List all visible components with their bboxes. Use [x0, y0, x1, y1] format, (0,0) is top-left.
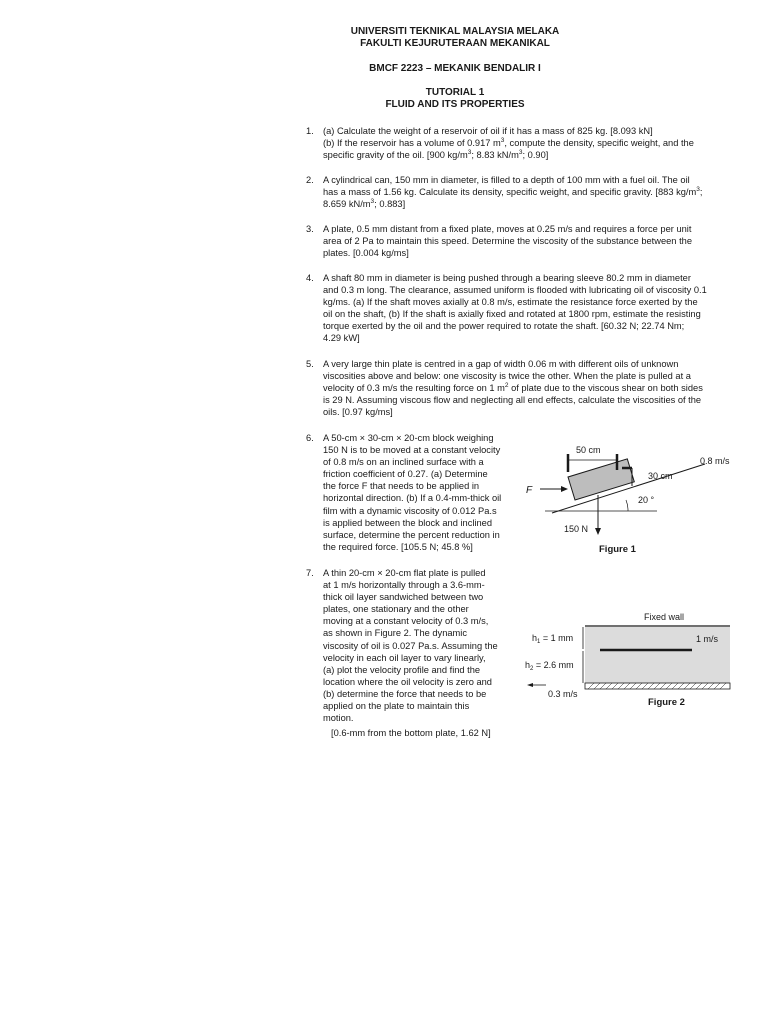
question-number: 3. [306, 224, 314, 234]
bottom-velocity-label: 0.3 m/s [548, 689, 578, 699]
question-number: 6. [306, 433, 314, 443]
question-number: 4. [306, 273, 314, 283]
course-code: BMCF 2223 – MEKANIK BENDALIR I [369, 63, 541, 74]
dimension-length-label: 50 cm [576, 445, 601, 455]
university-name: UNIVERSITI TEKNIKAL MALAYSIA MELAKA [350, 26, 560, 37]
question-4: A shaft 80 mm in diameter is being pushed through a bearing sleeve 80.2 mm in diameter and 0.3 m long. The clearance, assumed uniform is flooded with lubricating oil of viscosity 0.1 kg/ms. (a) If the shaft moves axially at 0.8 m/s, estimate the resistance force exerted by the oil on the shaft, (b) If the shaft is axially fixed and rotated at 1800 rpm, estimate the resisting torque exerted by the oil and the power required to rotate the shaft. [60.32 N; 22.74 Nm; 4.29 kW] [323, 273, 707, 344]
question-number: 1. [306, 126, 314, 136]
tutorial-title: TUTORIAL 1 [425, 87, 485, 98]
h1-label: $h_1 = 1$ mm [532, 633, 574, 645]
figure-1-diagram [520, 440, 750, 560]
block [568, 459, 634, 500]
question-1-part-b: (b) If the reservoir has a volume of 0.917 $m^3$, compute the density, specific weight, and the [323, 137, 694, 149]
question-5: A very large thin plate is centred in a gap of width 0.06 m with different oils of unknown viscosities above and below: one viscosity is twice the other. When the plate is pulled at a velocity of 0.3 m/s the resulting force on 1 $m^2$ of plate due to the viscous shear on both sides is 29 N. Assuming viscous flow and neglecting all end effects, calculate the viscosities of the oils. [0.97 kg/ms] [323, 359, 703, 418]
faculty-name: FAKULTI KEJURUTERAAN MEKANIKAL [360, 38, 550, 49]
velocity-label: 0.8 m/s [700, 456, 730, 466]
figure-2-diagram [520, 608, 750, 713]
tutorial-subject: FLUID AND ITS PROPERTIES [385, 99, 525, 110]
angle-label: 20 ° [638, 495, 655, 505]
question-3: A plate, 0.5 mm distant from a fixed plate, moves at 0.25 m/s and requires a force per unit area of 2 Pa to maintain this speed. Determine the viscosity of the substance between the plates. [0.004 kg/ms] [323, 224, 692, 259]
question-1 [323, 125, 739, 161]
figure-1-caption: Figure 1 [599, 544, 636, 555]
question-number: 7. [306, 568, 314, 578]
force-label: F [526, 485, 533, 496]
bottom-velocity-arrowhead [527, 683, 533, 687]
weight-label: 150 N [564, 524, 589, 534]
fixed-wall-label: Fixed wall [644, 612, 685, 622]
question-7: A thin 20-cm × 20-cm flat plate is pulled at 1 m/s horizontally through a 3.6-mm- thick oil layer sandwiched between two plates, one stationary and the other moving at a constant velocity of 0.3 m/s, as shown in Figure 2. The dynamic viscosity of oil is 0.027 Pa.s. Assuming the velocity in each oil layer to vary linearly, (a) plot the velocity profile and find the location where the oil velocity is zero and (b) determine the force that needs to be applied on the plate to maintain this motion. [323, 568, 498, 724]
question-1-part-a: (a) Calculate the weight of a reservoir of oil if it has a mass of 825 kg. [8.093 kN] [323, 126, 653, 136]
question-7-answer: [0.6-mm from the bottom plate, 1.62 N] [331, 728, 491, 738]
question-1-answer: specific gravity of the oil. [900 $kg/m^3$; 8.83 $kN/m^3$; 0.90] [323, 149, 549, 161]
plate-velocity-label: 1 m/s [696, 634, 719, 644]
figure-2-caption: Figure 2 [648, 697, 685, 708]
angle-arc [626, 500, 628, 511]
question-number: 2. [306, 175, 314, 185]
dimension-height-label: 30 cm [648, 471, 673, 481]
question-6: A 50-cm × 30-cm × 20-cm block weighing 150 N is to be moved at a constant velocity of 0.8 m/s on an inclined surface with a friction coefficient of 0.27. (a) Determine the force F that needs to be applied in horizontal direction. (b) If a 0.4-mm-thick oil film with a dynamic viscosity of 0.012 Pa.s is applied between the block and inclined surface, determine the percent reduction in the required force. [105.5 N; 45.8 %] [323, 433, 502, 552]
weight-arrowhead [595, 528, 601, 535]
h2-label: $h_2 = 2.6$ mm [525, 660, 574, 672]
question-2: A cylindrical can, 150 mm in diameter, is filled to a depth of 100 mm with a fuel oil. The oil has a mass of 1.56 kg. Calculate its density, specific weight, and specific gravity. [883 $kg/m^3$; 8.659 $kN/m^3$; 0.883] [323, 175, 703, 210]
question-number: 5. [306, 359, 314, 369]
force-arrowhead [561, 486, 568, 492]
